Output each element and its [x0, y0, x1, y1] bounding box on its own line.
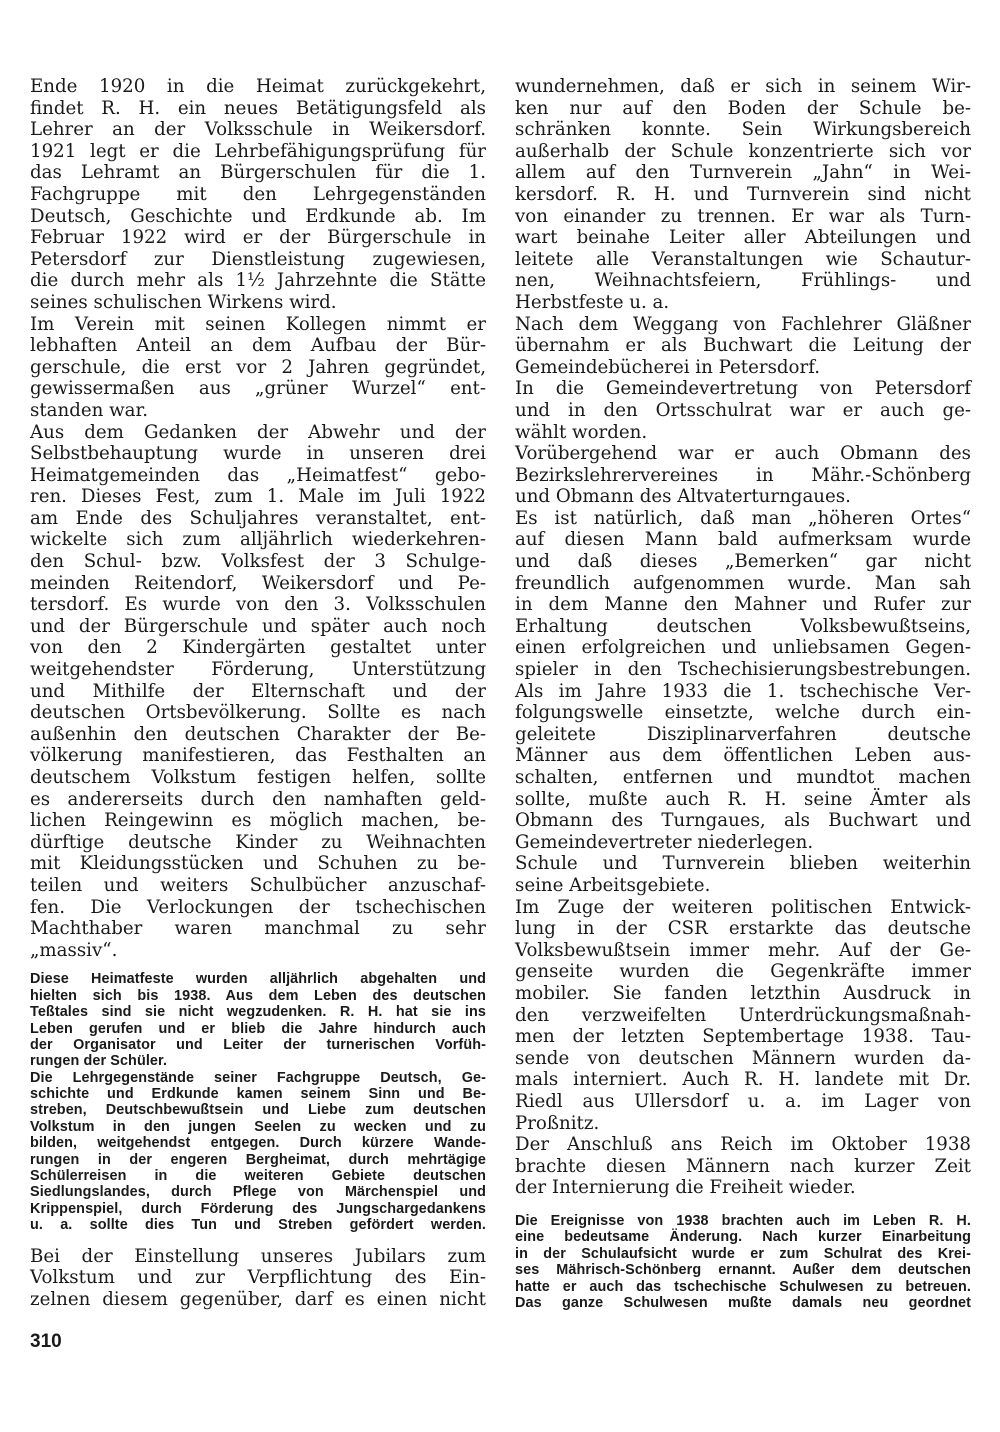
paragraph: [30, 1246, 486, 1311]
text-line: Deutsch, Geschichte und Erdkunde ab. Im: [30, 205, 486, 227]
footnote-line: der Organisator und Leiter der turnerischen Vorfüh-: [30, 1036, 486, 1053]
text-line: der Internierung die Freiheit wieder.: [515, 1177, 856, 1199]
text-line: Gemeindebücherei in Petersdorf.: [515, 356, 821, 378]
paragraph: [30, 422, 486, 962]
text-line: Als im Jahre 1933 die 1. tschechische Ver-: [515, 680, 971, 702]
text-line: In die Gemeindevertretung von Petersdorf: [515, 378, 971, 400]
text-line: Im Verein mit seinen Kollegen nimmt er: [30, 313, 486, 335]
text-line: übernahm er als Buchwart die Leitung der: [515, 335, 971, 357]
text-line: standen war.: [30, 399, 148, 421]
left-column: [30, 76, 486, 1310]
footnote-line: u. a. sollte dies Tun und Streben gefördert werden.: [30, 1217, 486, 1234]
text-line: auf diesen Mann bald aufmerksam wurde: [515, 529, 971, 551]
text-line: wählt worden.: [515, 421, 648, 443]
paragraph: [515, 681, 971, 854]
text-line: Heimatgemeinden das „Heimatfest“ gebo-: [30, 464, 486, 486]
text-line: Petersdorf zur Dienstleistung zugewiesen,: [30, 248, 486, 270]
text-line: Vorübergehend war er auch Obmann des: [515, 443, 971, 465]
footnote-line: Die Ereignisse von 1938 brachten auch im Leben R. H.: [515, 1213, 971, 1229]
footnote-line: Krippenspiel, durch Förderung des Jungschargedankens: [30, 1200, 486, 1217]
text-line: weitgehendster Förderung, Unterstützung: [30, 659, 486, 681]
text-line: „massiv“.: [30, 939, 118, 961]
footnote-line: Siedlungslandes, durch Pflege von Märchenspiel und: [30, 1184, 486, 1201]
text-line: den verzweifelten Unterdrückungsmaßnah-: [515, 1004, 971, 1026]
text-line: fen. Die Verlockungen der tschechischen: [30, 896, 486, 918]
text-line: spieler in den Tschechisierungsbestrebungen.: [515, 659, 971, 681]
footnote-line: Die Lehrgegenstände seiner Fachgruppe Deutsch, Ge-: [30, 1069, 486, 1086]
text-line: gerschule, die erst vor 2 Jahren gegründet,: [30, 356, 486, 378]
text-line: meinden Reitendorf, Weikersdorf und Pe-: [30, 572, 486, 594]
footnote-paragraph: [30, 1070, 486, 1234]
text-line: Selbstbehauptung wurde in unseren drei: [30, 443, 486, 465]
text-line: mobiler. Sie fanden letzthin Ausdruck in: [515, 982, 971, 1004]
text-line: Riedl aus Ullersdorf u. a. im Lager von: [515, 1090, 971, 1112]
text-line: men der letzten Septembertage 1938. Tau-: [515, 1026, 971, 1048]
text-line: und Mithilfe der Elternschaft und der: [30, 680, 486, 702]
footnote-block: [515, 1213, 971, 1311]
text-line: Obmann des Turngaues, als Buchwart und: [515, 810, 971, 832]
text-line: Erhaltung deutschen Volksbewußtseins,: [515, 615, 971, 637]
text-line: zelnen diesem gegenüber, darf es einen nicht: [30, 1288, 486, 1310]
footnote-line: Das ganze Schulwesen mußte damals neu geordnet: [515, 1294, 971, 1311]
text-line: Schule und Turnverein blieben weiterhin: [515, 853, 971, 875]
text-line: es andererseits durch den namhaften geld-: [30, 788, 486, 810]
paragraph: [515, 508, 971, 681]
text-line: Ende 1920 in die Heimat zurückgekehrt,: [30, 76, 486, 97]
text-line: seine Arbeitsgebiete.: [515, 874, 711, 896]
text-line: und der Bürgerschule und später auch noch: [30, 615, 486, 637]
text-line: allem auf den Turnverein „Jahn“ in Wei-: [515, 162, 971, 184]
text-line: sollte, mußte auch R. H. seine Ämter als: [515, 788, 971, 810]
paragraph: [515, 76, 971, 314]
text-line: am Ende des Schuljahres veranstaltet, ent-: [30, 507, 486, 529]
text-line: lebhaften Anteil an dem Aufbau der Bür-: [30, 335, 486, 357]
text-line: lichen Reingewinn es möglich machen, be-: [30, 810, 486, 832]
footnote-line: eine bedeutsame Änderung. Nach kurzer Einarbeitung: [515, 1229, 971, 1246]
text-line: Machthaber waren manchmal zu sehr: [30, 918, 486, 940]
text-line: Bei der Einstellung unseres Jubilars zum: [30, 1245, 486, 1267]
footnote-line: streben, Deutschbewußtsein und Liebe zum deutschen: [30, 1102, 486, 1119]
text-line: folgungswelle einsetzte, welche durch ein-: [515, 702, 971, 724]
text-line: Gemeindevertreter niederlegen.: [515, 831, 814, 853]
text-line: und Obmann des Altvaterturngaues.: [515, 486, 851, 508]
text-line: Proßnitz.: [515, 1112, 600, 1134]
text-line: Es ist natürlich, daß man „höheren Ortes“: [515, 507, 971, 529]
text-line: Lehrer an der Volksschule in Weikersdorf.: [30, 119, 486, 141]
text-line: genseite wurden die Gegenkräfte immer: [515, 961, 971, 983]
text-line: Aus dem Gedanken der Abwehr und der: [30, 421, 486, 443]
text-line: von einander zu trennen. Er war als Turn-: [515, 205, 971, 227]
footnote-line: rungen der Schüler.: [30, 1053, 168, 1070]
page-number: 310: [30, 1331, 62, 1352]
footnote-line: in der Schulaufsicht wurde er zum Schulrat des Krei-: [515, 1245, 971, 1262]
text-line: wickelte sich zum alljährlich wiederkehren-: [30, 529, 486, 551]
text-line: Volkstum und zur Verpflichtung des Ein-: [30, 1267, 486, 1289]
footnote-line: Leben gerufen und er blieb die Jahre hindurch auch: [30, 1020, 486, 1037]
paragraph: [30, 314, 486, 422]
text-line: und daß dieses „Bemerken“ gar nicht: [515, 551, 971, 573]
paragraph: [515, 378, 971, 443]
footnote-line: Diese Heimatfeste wurden alljährlich abgehalten und: [30, 971, 486, 988]
text-line: mit Kleidungsstücken und Schuhen zu be-: [30, 853, 486, 875]
text-line: und in den Ortsschulrat war er auch ge-: [515, 399, 971, 421]
text-line: freundlich aufgenommen wurde. Man sah: [515, 572, 971, 594]
paragraph: [515, 314, 971, 379]
text-line: Februar 1922 wird er der Bürgerschule in: [30, 227, 486, 249]
footnote-line: bilden, weitgehendst entgegen. Durch kürzere Wande-: [30, 1135, 486, 1152]
paragraph: [515, 897, 971, 1135]
text-line: außenhin den deutschen Charakter der Be-: [30, 723, 486, 745]
text-line: wundernehmen, daß er sich in seinem Wir-: [515, 76, 971, 97]
footnote-line: Schülerreisen in die weiteren Gebiete deutschen: [30, 1168, 486, 1185]
text-line: schränken konnte. Sein Wirkungsbereich: [515, 119, 971, 141]
text-line: wart beinahe Leiter aller Abteilungen und: [515, 227, 971, 249]
text-line: geleitete Disziplinarverfahren deutsche: [515, 723, 971, 745]
text-line: mals interniert. Auch R. H. landete mit Dr.: [515, 1069, 971, 1091]
text-line: Der Anschluß ans Reich im Oktober 1938: [515, 1134, 971, 1156]
text-line: seines schulischen Wirkens wird.: [30, 291, 337, 313]
paragraph: [30, 76, 486, 314]
text-line: den Schul- bzw. Volksfest der 3 Schulge-: [30, 551, 486, 573]
text-line: deutschen Ortsbevölkerung. Sollte es nach: [30, 702, 486, 724]
text-line: findet R. H. ein neues Betätigungsfeld als: [30, 97, 486, 119]
footnote-line: hatte er auch das tschechische Schulwesen zu betreuen.: [515, 1278, 971, 1295]
paragraph: [515, 443, 971, 508]
text-line: 1921 legt er die Lehrbefähigungsprüfung für: [30, 140, 486, 162]
text-line: lung in der CSR erstarkte das deutsche: [515, 918, 971, 940]
footnote-line: rungen in der engeren Bergheimat, durch mehrtägige: [30, 1151, 486, 1168]
text-line: deutschem Volkstum festigen helfen, sollte: [30, 767, 486, 788]
text-line: gewissermaßen aus „grüner Wurzel“ ent-: [30, 378, 486, 400]
text-line: tersdorf. Es wurde von den 3. Volksschulen: [30, 594, 486, 616]
text-line: nen, Weihnachtsfeiern, Frühlings- und: [515, 270, 971, 292]
text-line: schalten, entfernen und mundtot machen: [515, 767, 971, 788]
text-line: Fachgruppe mit den Lehrgegenständen: [30, 183, 486, 205]
text-line: brachte diesen Männern nach kurzer Zeit: [515, 1155, 971, 1177]
text-line: teilen und weiters Schulbücher anzuschaf-: [30, 874, 486, 896]
footnote-line: ses Mährisch-Schönberg ernannt. Außer dem deutschen: [515, 1262, 971, 1279]
text-line: Herbstfeste u. a.: [515, 291, 670, 313]
text-line: Volksbewußtsein immer mehr. Auf der Ge-: [515, 939, 971, 961]
text-line: Im Zuge der weiteren politischen Entwick-: [515, 896, 971, 918]
text-line: die durch mehr als 1½ Jahrzehnte die Stätte: [30, 270, 486, 292]
text-line: sende von deutschen Männern wurden da-: [515, 1047, 971, 1069]
text-line: ken nur auf den Boden der Schule be-: [515, 97, 971, 119]
footnote-line: schichte und Erdkunde kamen seinem Sinn und Be-: [30, 1086, 486, 1103]
text-line: Nach dem Weggang von Fachlehrer Gläßner: [515, 313, 971, 335]
text-line: in dem Manne den Mahner und Rufer zur: [515, 594, 971, 616]
text-line: kersdorf. R. H. und Turnverein sind nicht: [515, 183, 971, 205]
footnote-paragraph: [515, 1213, 971, 1311]
text-line: Männer aus dem öffentlichen Leben aus-: [515, 745, 971, 767]
text-line: von den 2 Kindergärten gestaltet unter: [30, 637, 486, 659]
footnote-block: [30, 971, 486, 1233]
paragraph: [515, 1134, 971, 1199]
text-line: völkerung manifestieren, das Festhalten an: [30, 745, 486, 767]
footnote-line: Volkstum in den jungen Seelen zu wecken und zu: [30, 1118, 486, 1135]
text-line: leitete alle Veranstaltungen wie Schautur-: [515, 248, 971, 270]
text-line: dürftige deutsche Kinder zu Weihnachten: [30, 831, 486, 853]
footnote-line: hielten sich bis 1938. Aus dem Leben des deutschen: [30, 987, 486, 1004]
right-column: [515, 76, 971, 1199]
footnote-paragraph: [30, 971, 486, 1069]
text-line: außerhalb der Schule konzentrierte sich vor: [515, 140, 971, 162]
text-line: das Lehramt an Bürgerschulen für die 1.: [30, 162, 486, 184]
text-line: Bezirkslehrervereines in Mähr.-Schönberg: [515, 464, 971, 486]
footnote-line: Teßtales sind sie nicht wegzudenken. R. H. hat sie ins: [30, 1004, 486, 1021]
text-line: ren. Dieses Fest, zum 1. Male im Juli 1922: [30, 486, 486, 508]
paragraph: [515, 853, 971, 896]
text-line: einen erfolgreichen und unliebsamen Gegen-: [515, 637, 971, 659]
